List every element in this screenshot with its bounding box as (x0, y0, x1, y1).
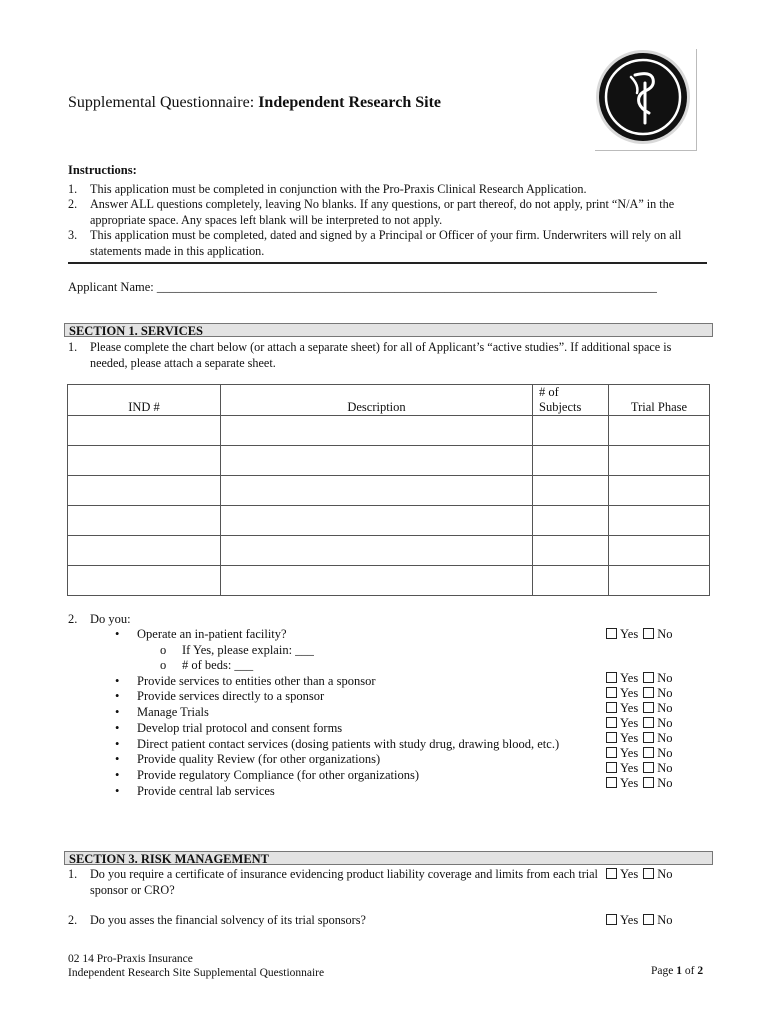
page-number: Page 1 of 2 (651, 965, 704, 977)
yes-checkbox[interactable] (606, 717, 617, 728)
column-header-subjects: # of Subjects (533, 385, 609, 416)
no-checkbox[interactable] (643, 747, 654, 758)
service-choice-8: Yes No (606, 776, 672, 791)
table-cell[interactable] (68, 566, 221, 596)
instruction-number: 2. (68, 197, 78, 211)
section-3-question-2 (68, 913, 608, 929)
question-text: Do you require a certificate of insurance evidencing product liability coverage and limits from each trial sponsor or CRO? (90, 867, 598, 897)
table-row (68, 536, 710, 566)
instruction-text: This application must be completed in conjunction with the Pro-Praxis Clinical Research Application. (90, 182, 587, 196)
table-cell[interactable] (533, 566, 609, 596)
instruction-item-1 (68, 182, 708, 198)
question-text: Do you: (90, 612, 131, 626)
footer-form-code: 02 14 Pro-Praxis Insurance (68, 953, 193, 965)
table-cell[interactable] (68, 446, 221, 476)
table-cell[interactable] (609, 446, 710, 476)
section-3-question-1 (68, 867, 608, 898)
table-cell[interactable] (221, 416, 533, 446)
service-choice-1: Yes No (606, 671, 672, 686)
section-1-heading: SECTION 1. SERVICES (64, 323, 713, 337)
question-number: 1. (68, 867, 78, 881)
no-checkbox[interactable] (643, 628, 654, 639)
no-checkbox[interactable] (643, 702, 654, 713)
table-cell[interactable] (533, 536, 609, 566)
risk-choice-1: Yes No (606, 867, 672, 882)
table-cell[interactable] (609, 506, 710, 536)
service-choice-5: Yes No (606, 731, 672, 746)
table-cell[interactable] (221, 566, 533, 596)
table-cell[interactable] (221, 476, 533, 506)
title-bold: Independent Research Site (258, 94, 442, 111)
question-number: 2. (68, 913, 78, 927)
question-number: 1. (68, 340, 78, 354)
instruction-text: This application must be completed, dated and signed by a Principal or Officer of your firm. Underwriters will rely on all statements made in this application. (90, 228, 682, 258)
column-header-ind: IND # (68, 385, 221, 416)
table-row (68, 506, 710, 536)
table-cell[interactable] (221, 536, 533, 566)
title-prefix: Supplemental Questionnaire: (68, 94, 259, 111)
page-title (68, 94, 441, 112)
section-1-question-1 (68, 340, 708, 371)
service-choice-2: Yes No (606, 686, 672, 701)
question-number: 2. (68, 612, 78, 626)
inpatient-choice: Yes No (606, 627, 672, 642)
footer-form-title: Independent Research Site Supplemental Questionnaire (68, 967, 325, 979)
no-checkbox[interactable] (643, 672, 654, 683)
active-studies-table (67, 384, 710, 596)
table-cell[interactable] (609, 566, 710, 596)
table-cell[interactable] (533, 476, 609, 506)
no-checkbox[interactable] (643, 914, 654, 925)
service-choice-7: Yes No (606, 761, 672, 776)
no-checkbox[interactable] (643, 732, 654, 743)
table-cell[interactable] (68, 416, 221, 446)
service-choice-6: Yes No (606, 746, 672, 761)
table-cell[interactable] (68, 506, 221, 536)
table-row (68, 446, 710, 476)
yes-checkbox[interactable] (606, 747, 617, 758)
risk-choice-2: Yes No (606, 913, 672, 928)
table-cell[interactable] (221, 506, 533, 536)
company-logo (593, 47, 697, 151)
table-cell[interactable] (68, 536, 221, 566)
table-cell[interactable] (221, 446, 533, 476)
divider (68, 262, 707, 264)
yes-checkbox[interactable] (606, 868, 617, 879)
table-cell[interactable] (533, 416, 609, 446)
yes-checkbox[interactable] (606, 777, 617, 788)
service-choice-4: Yes No (606, 716, 672, 731)
yes-checkbox[interactable] (606, 687, 617, 698)
table-cell[interactable] (609, 416, 710, 446)
section-1-question-2 (68, 612, 131, 627)
yes-checkbox[interactable] (606, 762, 617, 773)
table-cell[interactable] (68, 476, 221, 506)
instruction-number: 3. (68, 228, 78, 242)
table-row (68, 566, 710, 596)
table-cell[interactable] (609, 536, 710, 566)
question-text: Do you asses the financial solvency of its trial sponsors? (90, 913, 366, 927)
instruction-number: 1. (68, 182, 78, 196)
column-header-trial-phase: Trial Phase (609, 385, 710, 416)
table-header-row (68, 385, 710, 416)
instructions-heading: Instructions: (68, 163, 137, 177)
no-checkbox[interactable] (643, 717, 654, 728)
no-checkbox[interactable] (643, 868, 654, 879)
table-row (68, 476, 710, 506)
yes-checkbox[interactable] (606, 914, 617, 925)
section-3-heading: SECTION 3. RISK MANAGEMENT (64, 851, 713, 865)
yes-checkbox[interactable] (606, 702, 617, 713)
column-header-description: Description (221, 385, 533, 416)
instruction-item-3 (68, 228, 708, 259)
footer-left (68, 952, 324, 980)
table-cell[interactable] (609, 476, 710, 506)
table-cell[interactable] (533, 506, 609, 536)
table-row (68, 416, 710, 446)
instruction-item-2 (68, 197, 708, 228)
yes-checkbox[interactable] (606, 672, 617, 683)
question-text: Please complete the chart below (or attach a separate sheet) for all of Applicant’s “active studies”. If additional space is needed, please attach a separate sheet. (90, 340, 672, 370)
no-checkbox[interactable] (643, 687, 654, 698)
instruction-text: Answer ALL questions completely, leaving No blanks. If any questions, or part thereof, do not apply, print “N/A” in the appropriate space. Any spaces left blank will be interpreted to not apply. (90, 197, 675, 227)
no-checkbox[interactable] (643, 762, 654, 773)
yes-checkbox[interactable] (606, 628, 617, 639)
table-cell[interactable] (533, 446, 609, 476)
service-choice-3: Yes No (606, 701, 672, 716)
no-checkbox[interactable] (643, 777, 654, 788)
yes-checkbox[interactable] (606, 732, 617, 743)
applicant-name-field[interactable]: Applicant Name: ________________________________________________________________________________ (68, 280, 657, 294)
